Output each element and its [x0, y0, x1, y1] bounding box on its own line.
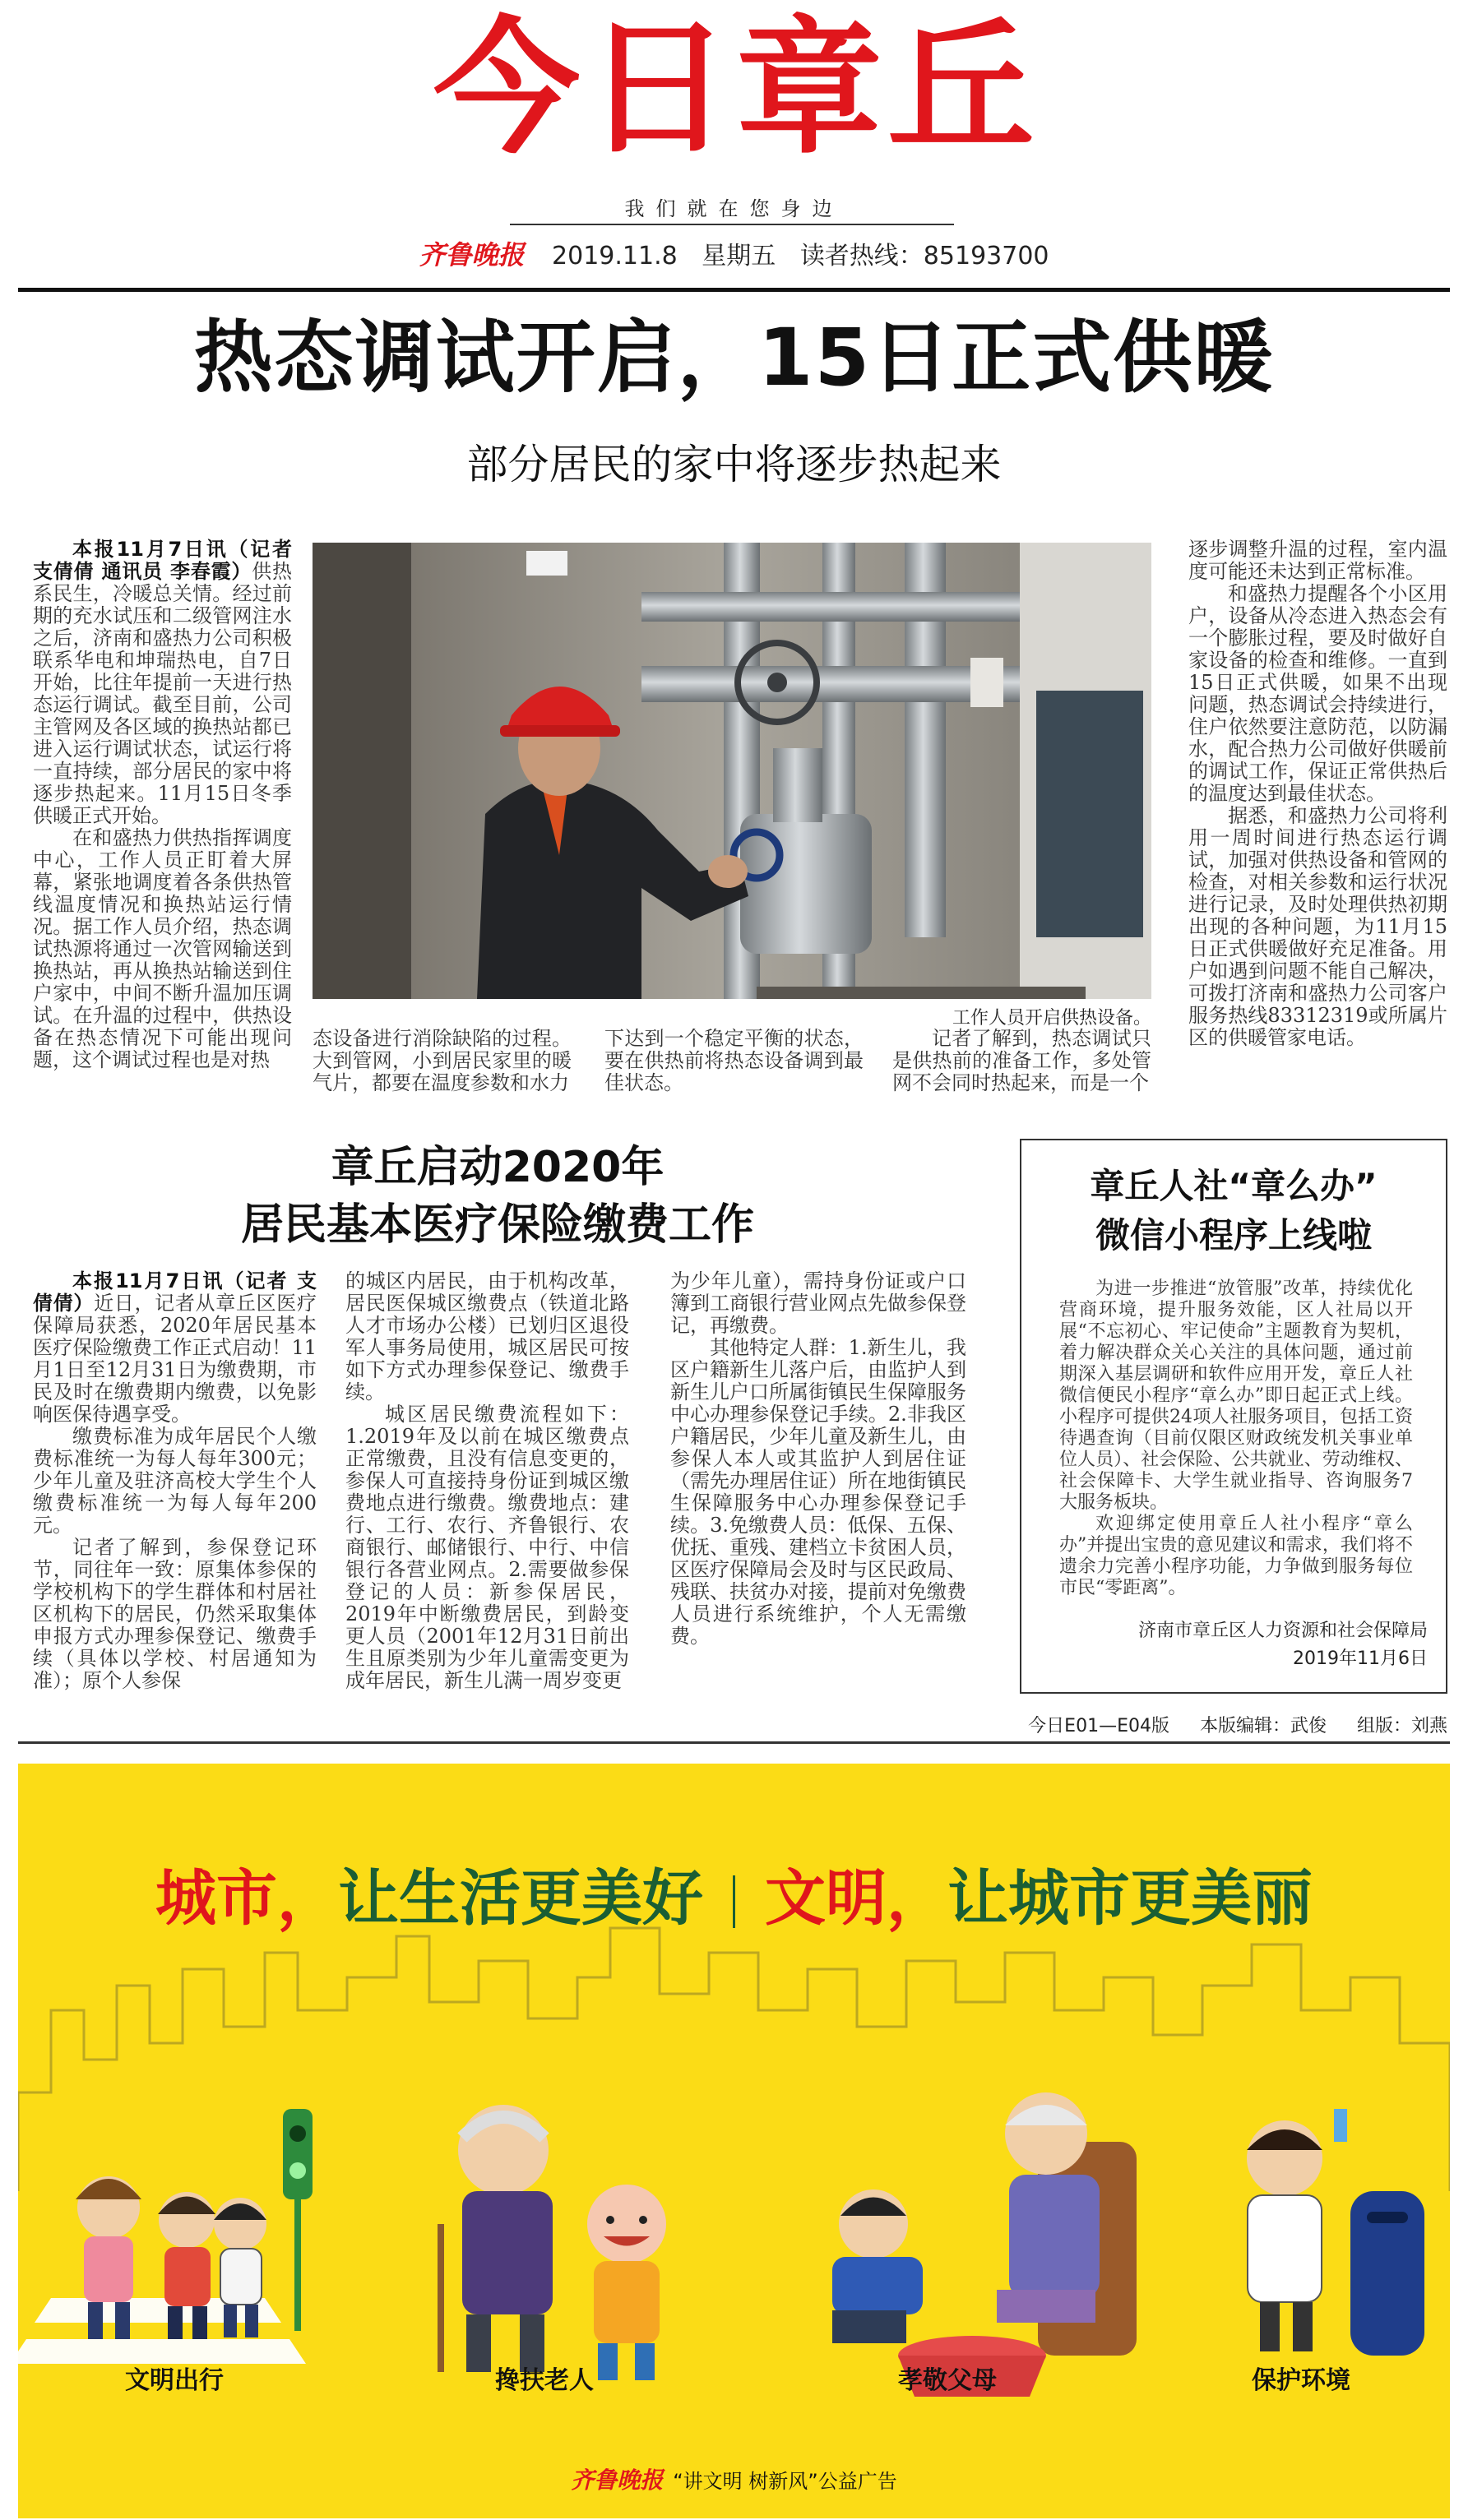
crosswalk [18, 2298, 306, 2364]
masthead-slogan: 我们就在您身边 [624, 197, 844, 220]
notice-title [1021, 1162, 1446, 1260]
notice-paragraph: 欢迎绑定使用章丘人社小程序“章么办”并提出宝贵的意见建议和需求，我们将不遗余力完善小程序功能，力争做到服务每位市民“零距离”。 [1059, 1514, 1413, 1598]
lead-column-1 [33, 539, 292, 1071]
lead-paragraph: 记者了解到，热态调试只是供热前的准备工作，多处管网不会同时热起来，而是一个 [892, 1027, 1151, 1094]
second-paragraph: 其他特定人群：1.新生儿，我区户籍新生儿落户后，由监护人到新生儿户口所属街镇民生保障服务中心办理参保登记手续。2.非我区户籍居民，少年儿童及新生儿，由参保人本人或其监护人到居住证（需先办理居住证）所在地街镇民生保障服务中心办理参保登记手续。3.免缴费人员：低保、五保、优抚、重残、建档立卡贫困人员，区医疗保障局会及时与区民政局、残联、扶贫办对接，提前对免缴费人员进行系统维护，个人无需缴费。 [670, 1336, 966, 1648]
washing-feet-figure [832, 2092, 1137, 2397]
lead-column-5 [1188, 539, 1447, 1049]
issue-date: 2019.11.8 [552, 242, 678, 270]
ad-caption: 保护环境 [1252, 2366, 1350, 2395]
public-service-ad [18, 1764, 1450, 2518]
ad-illustration [18, 1764, 1450, 2518]
ad-footer [18, 2462, 1450, 2495]
ad-title-a-green: 让生活更美好 [338, 1863, 703, 1934]
second-paragraph: 城区居民缴费流程如下：1.2019年及以前在城区缴费点正常缴费，且没有信息变更的，参保人可直接持身份证到城区缴费地点进行缴费。缴费地点：建行、工行、农行、齐鲁银行、农商银行、邮储银行、中行、中信银行各营业网点。2.需要做参保登记的人员：新参保居民，2019年中断缴费居民，到龄变更人员（2001年12月31日前出生且原类别为少年儿童需变更为成年居民，新生儿满一周岁变更 [345, 1403, 629, 1692]
second-paragraph: 的城区内居民，由于机构改革，居民医保城区缴费点（铁道北路人才市场办公楼）已划归区退役军人事务局使用，城区居民可按如下方式办理参保登记、缴费手续。 [345, 1269, 629, 1403]
ad-title-b-green: 让城市更美丽 [947, 1863, 1313, 1934]
notice-title-line-1: 章丘人社“章么办” [1090, 1166, 1378, 1206]
edition-editor: 本版编辑：武俊 [1199, 1716, 1327, 1736]
lead-paragraph: 态设备进行消除缺陷的过程。大到管网，小到居民家里的暖气片，都要在温度参数和水力 [313, 1027, 572, 1094]
lead-column-2 [313, 1028, 572, 1094]
second-column-1 [33, 1270, 317, 1692]
lead-paragraph: 和盛热力提醒各个小区用户，设备从冷态进入热态会有一个膨胀过程，要及时做好自家设备的检查和维修。一直到15日正式供暖，如果不出现问题，热态调试会持续进行，住户依然要注意防范，以防漏水，配合热力公司做好供暖前的调试工作，保证正常供热后的温度达到最佳状态。 [1188, 582, 1447, 805]
second-paragraph: 为少年儿童），需持身份证或户口簿到工商银行营业网点先做参保登记，再缴费。 [670, 1269, 966, 1337]
masthead [0, 0, 1468, 288]
ad-footer-text: “讲文明 树新风”公益广告 [673, 2470, 897, 2493]
lead-subhead: 部分居民的家中将逐步热起来 [466, 441, 1002, 488]
second-paragraph: 记者了解到，参保登记环节，同往年一致：原集体参保的学校机构下的学生群体和村居社区机构下的居民，仍然采取集体申报方式办理参保登记、缴费手续（具体以学校、村居通知为准）；原个人参保 [33, 1536, 317, 1692]
lead-paragraph: 在和盛热力供热指挥调度中心，工作人员正盯着大屏幕，紧张地调度着各条供热管线温度情况和换热站运行情况。据工作人员介绍，热态调试热源将通过一次管网输送到换热站，再从换热站输送到住户家中，中间不断升温加压调试。在升温的过程中，供热设备在热态情况下可能出现问题，这个调试过程也是对热 [33, 826, 292, 1071]
lead-paragraph: 逐步调整升温的过程，室内温度可能还未达到正常标准。 [1188, 538, 1447, 583]
reader-hotline: 读者热线：85193700 [799, 242, 1049, 270]
lead-paragraph: 据悉，和盛热力公司将利用一周时间进行热态运行调试，加强对供热设备和管网的检查，对相关参数和运行状况进行记录，及时处理供热初期出现的各种问题，为11月15日正式供暖做好充足准备。用户如遇到问题不能自己解决，可拨打济南和盛热力公司客户服务热线83312319或所属片区的供暖管家电话。 [1188, 804, 1447, 1049]
lead-paragraph: 下达到一个稳定平衡的状态，要在供热前将热态设备调到最佳状态。 [604, 1027, 864, 1094]
newspaper-title: 今日章丘 [433, 3, 1039, 173]
masthead-divider [18, 288, 1450, 292]
second-paragraph: 缴费标准为成年居民个人缴费标准统一为每人每年300元；少年儿童及驻济高校大学生个人缴费标准统一为每人每年200元。 [33, 1425, 317, 1537]
notice-box [1020, 1139, 1447, 1694]
lead-paragraph: 供热系民生，冷暖总关情。经过前期的充水试压和二级管网注水之后，济南和盛热力公司积极联系华电和坤瑞热电，自7日开始，比往年提前一天进行热态运行调试。截至目前，公司主管网及各区域的换热站都已进入运行调试状态，试运行将一直持续，部分居民的家中将逐步热起来。11月15日冬季供暖正式开始。 [33, 560, 292, 827]
lead-photo [313, 543, 1151, 999]
notice-signature-org: 济南市章丘区人力资源和社会保障局 [1137, 1621, 1428, 1641]
ad-title-a-red: 城市， [155, 1863, 338, 1934]
helping-elder-figure [438, 2105, 666, 2380]
masthead-info [0, 234, 1468, 272]
ad-title-b-red: 文明， [765, 1863, 947, 1934]
second-column-3 [670, 1270, 966, 1648]
traffic-light-icon [283, 2109, 313, 2199]
notice-title-line-2: 微信小程序上线啦 [1095, 1215, 1372, 1255]
ad-footer-logo: 齐鲁晚报 [571, 2467, 664, 2494]
lead-headline: 热态调试开启，15日正式供暖 [193, 312, 1275, 404]
second-column-2 [345, 1270, 629, 1692]
ad-caption: 搀扶老人 [495, 2366, 594, 2395]
issue-weekday: 星期五 [702, 242, 776, 270]
ad-caption: 文明出行 [125, 2366, 224, 2395]
second-headline [33, 1139, 962, 1254]
notice-paragraph: 为进一步推进“放管服”改革，持续优化营商环境，提升服务效能，区人社局以开展“不忘初心、牢记使命”主题教育为契机，着力解决群众关心关注的具体问题，通过前期深入基层调研和软件应用开发，章丘人社微信便民小程序“章么办”即日起正式上线。小程序可提供24项人社服务项目，包括工资待遇查询（目前仅限区财政统发机关事业单位人员）、社会保险、公共就业、劳动维权、社会保障卡、大学生就业指导、咨询服务7大服务板块。 [1059, 1278, 1413, 1513]
lead-byline: 本报11月7日讯（记者 支倩倩 通讯员 李春霞） [33, 538, 292, 583]
lead-column-3 [604, 1028, 864, 1094]
notice-signature [1138, 1617, 1428, 1673]
edition-line [822, 1712, 1447, 1737]
edition-layout: 组版：刘燕 [1356, 1716, 1447, 1736]
ad-caption: 孝敬父母 [898, 2366, 997, 2395]
lead-column-4 [892, 1028, 1151, 1094]
second-headline-line-1: 章丘启动2020年 [331, 1143, 665, 1192]
edition-pages: 今日E01—E04版 [1028, 1716, 1169, 1736]
slogan-divider [510, 224, 954, 225]
photo-caption: 工作人员开启供热设备。 [952, 1008, 1151, 1029]
notice-signature-date: 2019年11月6日 [1293, 1648, 1428, 1669]
second-paragraph: 近日，记者从章丘区医疗保障局获悉，2020年居民基本医疗保险缴费工作正式启动！11月1日至12月31日为缴费期，市民及时在缴费期内缴费，以免影响医保待遇享受。 [33, 1292, 317, 1426]
recycle-bin-figure [1247, 2109, 1424, 2356]
worker-operating-valve-image [313, 543, 1151, 999]
second-byline: 本报11月7日讯（记者 支倩倩） [33, 1269, 317, 1315]
second-headline-line-2: 居民基本医疗保险缴费工作 [240, 1200, 754, 1250]
notice-body [1059, 1278, 1413, 1599]
ad-divider [18, 1741, 1450, 1744]
paper-logo: 齐鲁晚报 [419, 239, 525, 270]
